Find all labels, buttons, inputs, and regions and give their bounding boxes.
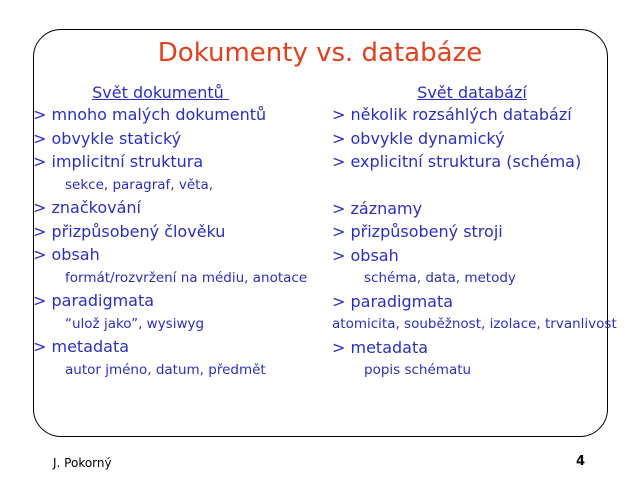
databases-list: [332, 103, 617, 382]
list-item: > obvykle dynamický: [332, 128, 505, 148]
list-item: > paradigmata: [332, 291, 454, 311]
list-item: > obvykle statický: [33, 128, 182, 148]
list-item: > přizpůsobený stroji: [332, 222, 503, 241]
documents-list: [33, 103, 328, 381]
list-subitem: popis schématu: [364, 362, 472, 378]
page-number: 4: [576, 454, 586, 469]
list-item: > paradigmata: [33, 291, 155, 310]
list-item: > přizpůsobený člověku: [33, 221, 226, 241]
list-subitem: formát/rozvržení na médiu, anotace: [65, 269, 308, 286]
list-item: > explicitní struktura (schéma): [332, 152, 582, 171]
documents-heading: Svět dokumentů: [92, 83, 229, 102]
list-gap: [332, 174, 607, 197]
list-item: > metadata: [33, 337, 130, 356]
list-item: > mnoho malých dokumentů: [33, 105, 267, 124]
list-item: > implicitní struktura: [33, 152, 204, 171]
list-subitem: autor jméno, datum, předmět: [65, 361, 266, 378]
list-subitem: atomicita, souběžnost, izolace, trvanlivost: [332, 316, 617, 332]
list-item: > obsah: [332, 245, 399, 265]
databases-column: [332, 82, 617, 382]
author-footer: J. Pokorný: [53, 456, 112, 470]
list-subitem: “ulož jako”, wysiwyg: [65, 315, 205, 332]
list-item: > metadata: [332, 337, 429, 357]
slide-title: Dokumenty vs. databáze: [157, 38, 483, 68]
documents-column: [33, 82, 328, 381]
list-item: > značkování: [33, 198, 141, 217]
list-item: > obsah: [33, 245, 100, 264]
list-subitem: sekce, paragraf, věta,: [65, 176, 214, 193]
list-item: > záznamy: [332, 198, 423, 218]
list-subitem: schéma, data, metody: [364, 270, 516, 286]
list-item: > několik rozsáhlých databází: [332, 105, 572, 124]
databases-heading: Svět databází: [417, 83, 527, 102]
